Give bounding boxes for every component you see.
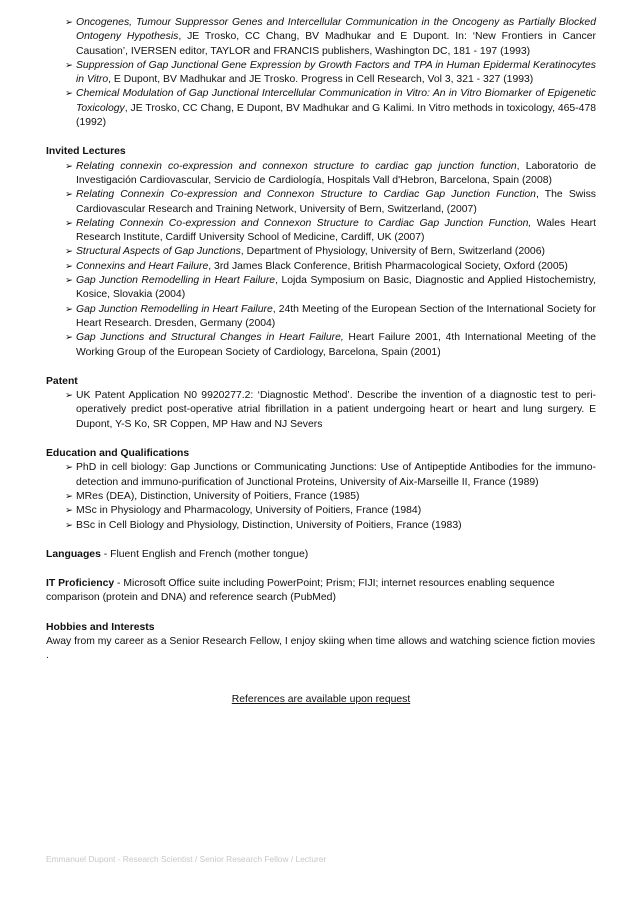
lecture-title: Relating Connexin Co-expression and Connexon Structure to Cardiac Gap Junction Function, [76,217,532,229]
lecture-title: Relating Connexin Co-expression and Connexon Structure to Cardiac Gap Junction Function [76,189,536,201]
lecture-details: , Lojda Symposium on Basic, Diagnostic and Applied Histochemistry, Kosice, Slovakia (2004) [76,275,596,301]
patent-list [46,389,596,432]
arrow-bullet-icon: ➢ [65,260,73,272]
lecture-title: Gap Junction Remodelling in Heart Failure [76,275,276,287]
arrow-bullet-icon: ➢ [65,505,73,517]
lecture-item [46,245,596,259]
hobbies-text: Away from my career as a Senior Research Fellow, I enjoy skiing when time allows and watching science fiction movies . [46,635,596,662]
it-proficiency-text: - Microsoft Office suite including PowerPoint; Prism; FIJI; internet resources enabling sequence comparison (protein and DNA) and reference search (PubMed) [46,578,555,604]
lecture-item [46,331,596,360]
lecture-item [46,160,596,189]
publication-item [46,87,596,130]
it-proficiency-line [46,577,596,606]
arrow-bullet-icon: ➢ [65,246,73,258]
arrow-bullet-icon: ➢ [65,519,73,531]
lecture-details: , Laboratorio de Investigación Cardiovascular, Servicio de Cardiología, Hospitals Vall d'Hebron, Barcelona, Spain (2008) [76,160,596,186]
cv-page [46,16,596,707]
lecture-item [46,260,596,274]
lecture-item [46,217,596,246]
education-text: MSc in Physiology and Pharmacology, University of Poitiers, France (1984) [76,505,422,517]
publication-details: , E Dupont, BV Madhukar and JE Trosko. Progress in Cell Research, Vol 3, 321 - 327 (1993) [108,74,534,86]
lecture-title: Structural Aspects of Gap Junctions [76,246,241,258]
invited-lectures-list [46,160,596,360]
lecture-title: Gap Junctions and Structural Changes in Heart Failure, [76,332,344,344]
lecture-title: Connexins and Heart Failure [76,260,209,272]
publication-details: , JE Trosko, CC Chang, BV Madhukar and E Dupont. In: ‘New Frontiers in Cancer Causation’, IVERSEN editor, TAYLOR and FRANCIS publishers, Washington DC, 181 - 197 (1993) [76,31,596,57]
page-footer: Emmanuel Dupont - Research Scientist / Senior Research Fellow / Lecturer [46,854,327,864]
education-item [46,490,596,504]
arrow-bullet-icon: ➢ [65,217,73,229]
invited-lectures-heading: Invited Lectures [46,146,126,158]
lecture-item [46,188,596,217]
languages-line [46,548,596,562]
arrow-bullet-icon: ➢ [65,462,73,474]
arrow-bullet-icon: ➢ [65,17,73,28]
languages-label: Languages [46,548,101,560]
patent-text: UK Patent Application N0 9920277.2: ‘Diagnostic Method’. Describe the invention of a diagnostic test to peri-operatively predict post-operative atrial fibrillation in a patient undergoing heart or heart and lung surgery. E Dupont, Y-S Ko, SR Coppen, MP Haw and NJ Severs [76,390,596,430]
arrow-bullet-icon: ➢ [65,160,73,172]
lecture-details: , 24th Meeting of the European Section of the International Society for Heart Research. Dresden, Germany (2004) [76,303,596,329]
education-item [46,461,596,490]
languages-text: - Fluent English and French (mother tongue) [100,548,309,560]
arrow-bullet-icon: ➢ [65,189,73,201]
arrow-bullet-icon: ➢ [65,88,73,100]
education-list [46,461,596,532]
references-note: References are available upon request [231,693,411,705]
lecture-details: Heart Failure 2001, 4th International Meeting of the Working Group of the European Society of Cardiology, Barcelona, Spain (2001) [76,332,596,358]
lecture-details: , Department of Physiology, University of Bern, Switzerland (2006) [240,246,545,258]
lecture-item [46,274,596,303]
lecture-details: , The Swiss Cardiovascular Research and Training Network, University of Bern, Switzerland, (2007) [76,189,596,215]
lecture-details: , 3rd James Black Conference, British Pharmacological Society, Oxford (2005) [208,260,568,272]
education-text: MRes (DEA), Distinction, University of Poitiers, France (1985) [76,490,360,502]
patent-item [46,389,596,432]
arrow-bullet-icon: ➢ [65,490,73,502]
arrow-bullet-icon: ➢ [65,59,73,71]
lecture-item [46,303,596,332]
education-text: PhD in cell biology: Gap Junctions or Communicating Junctions: Use of Antipeptide Antibodies for the immuno-detection and immuno-purification of Junctional Proteins, University of Aix-Marseille II, France (1989) [76,462,596,488]
arrow-bullet-icon: ➢ [65,332,73,344]
publication-title: Chemical Modulation of Gap Junctional Intercellular Communication in Vitro: An in Vitro Biomarker of Epigenetic Toxicology [76,88,596,114]
publication-title: Oncogenes, Tumour Suppressor Genes and Intercellular Communication in the Oncogeny as Partially Blocked Ontogeny Hypothesis [76,17,596,43]
lecture-title: Relating connexin co-expression and connexon structure to cardiac gap junction function [76,160,517,172]
education-heading: Education and Qualifications [46,448,190,460]
arrow-bullet-icon: ➢ [65,303,73,315]
publication-details: , JE Trosko, CC Chang, E Dupont, BV Madhukar and G Kalimi. In Vitro methods in toxicology, 465-478 (1992) [76,102,596,129]
publication-item [46,59,596,88]
education-item [46,504,596,518]
arrow-bullet-icon: ➢ [65,275,73,287]
education-item [46,519,596,533]
publication-item [46,16,596,59]
lecture-title: Gap Junction Remodelling in Heart Failure [76,303,273,315]
education-text: BSc in Cell Biology and Physiology, Distinction, University of Poitiers, France (1983) [76,519,462,531]
publications-list [46,16,596,130]
it-proficiency-label: IT Proficiency [46,578,115,590]
hobbies-heading: Hobbies and Interests [46,621,155,633]
publication-title: Suppression of Gap Junctional Gene Expression by Growth Factors and TPA in Human Epidermal Keratinocytes in Vitro [76,59,596,86]
arrow-bullet-icon: ➢ [65,390,73,402]
patent-heading: Patent [46,375,78,387]
lecture-details: Wales Heart Research Institute, Cardiff University School of Medicine, Cardiff, UK (2007) [76,217,596,244]
